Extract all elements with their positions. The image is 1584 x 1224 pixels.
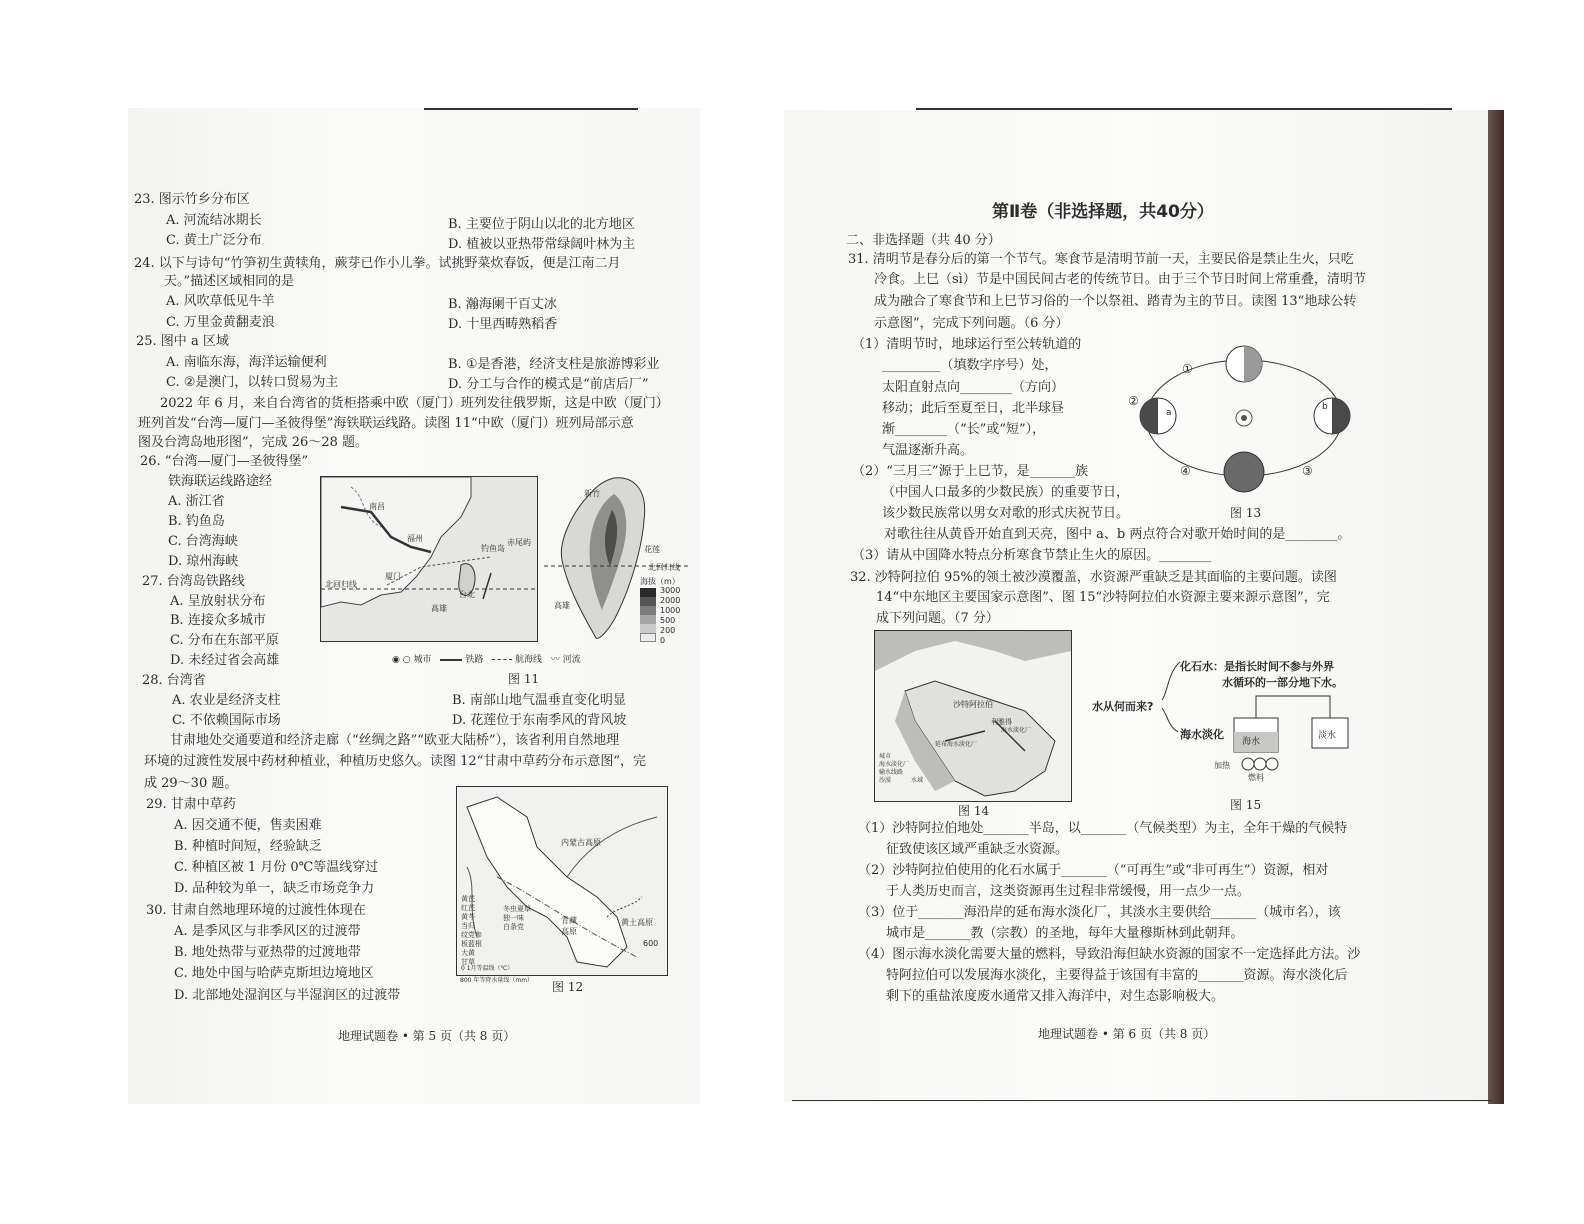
q32-part4: （4）图示海水淡化需要大量的燃料，导致沿海但缺水资源的国家不一定选择此方法。沙 bbox=[858, 947, 1361, 962]
q23-stem: 23. 图示竹乡分布区 bbox=[134, 192, 250, 207]
q31-part2: 对歌往往从黄昏开始直到天亮，图中 a、b 两点符合对歌开始时间的是________。 bbox=[884, 527, 1351, 542]
label-neimeng: 内蒙古高原 bbox=[561, 838, 601, 847]
label-diaoyu: 钓鱼岛 bbox=[481, 544, 505, 553]
river-symbol-icon: 〰 bbox=[550, 655, 560, 665]
q27-option-d: D. 未经过省会高雄 bbox=[170, 653, 280, 668]
elevation-value: 200 bbox=[660, 626, 676, 635]
page-footer: 地理试题卷 • 第 6 页（共 8 页） bbox=[1038, 1027, 1216, 1041]
q31-part2: （2）“三月三”源于上巳节，是_______族 bbox=[852, 464, 1089, 479]
q23-option-d: D. 植被以亚热带常绿阔叶林为主 bbox=[448, 237, 636, 252]
q25-option-b: B. ①是香港，经济支柱是旅游博彩业 bbox=[448, 357, 660, 372]
q28-option-b: B. 南部山地气温垂直变化明显 bbox=[452, 693, 626, 708]
q24-stem-cont: 天。”描述区域相同的是 bbox=[164, 274, 295, 289]
label-xinzhu: 新竹 bbox=[584, 489, 600, 498]
elevation-legend-bar bbox=[640, 588, 656, 642]
legend-item: 红芪 bbox=[461, 904, 475, 912]
point-b: b bbox=[1322, 402, 1328, 412]
q31-part1: _________（填数字序号）处， bbox=[882, 358, 1058, 373]
passage-29: 甘肃地处交通要道和经济走廊（“丝绸之路”“欧亚大陆桥”），该省利用自然地理 bbox=[170, 733, 620, 748]
legend-item: 黄芪 bbox=[461, 895, 475, 903]
q29-option-c: C. 种植区被 1 月份 0℃等温线穿过 bbox=[174, 860, 379, 875]
label-tropic: 北回归线 bbox=[325, 580, 357, 589]
label-huangtu: 黄土高原 bbox=[621, 918, 653, 927]
q31-part1: 气温逐渐升高。 bbox=[882, 443, 974, 458]
passage-26: 2022 年 6 月，来自台湾省的货柜搭乘中欧（厦门）班列发往俄罗斯，这是中欧（厦门） bbox=[160, 396, 669, 411]
figure-11-map bbox=[320, 476, 538, 642]
figure-13-caption: 图 13 bbox=[1230, 506, 1262, 520]
elevation-value: 2000 bbox=[660, 596, 681, 605]
q32-part4: 剩下的重盐浓度废水通常又排入海洋中，对生态影响极大。 bbox=[886, 989, 1225, 1004]
q27-stem: 27. 台湾岛铁路线 bbox=[142, 574, 245, 589]
label-fuzhou: 福州 bbox=[407, 534, 423, 543]
q23-option-b: B. 主要位于阴山以北的北方地区 bbox=[448, 217, 635, 232]
taiwan-terrain-map bbox=[544, 470, 690, 646]
figure-15-diagram bbox=[1092, 652, 1352, 796]
label-gaoxiong-2: 高雄 bbox=[554, 601, 570, 610]
page-edge-shadow bbox=[1488, 110, 1504, 1104]
legend-city: 城市 bbox=[879, 753, 892, 760]
q30-option-b: B. 地处热带与亚热带的过渡地带 bbox=[174, 945, 361, 960]
label-qingzang: 青藏 高原 bbox=[561, 916, 577, 936]
q31-part3: （3）请从中国降水特点分析寒食节禁止生火的原因。________ bbox=[852, 548, 1212, 563]
q30-stem: 30. 甘肃自然地理环境的过渡性体现在 bbox=[146, 903, 366, 918]
label-plant: 海水淡化厂 bbox=[1001, 727, 1032, 734]
legend-item: 甘草 bbox=[461, 958, 475, 966]
q27-option-c: C. 分布在东部平原 bbox=[170, 633, 279, 648]
q31-stem: 示意图”，完成下列问题。（6 分） bbox=[874, 316, 1069, 331]
q24-option-d: D. 十里西畴熟稻香 bbox=[448, 317, 558, 332]
orbit-position-1: ① bbox=[1182, 362, 1193, 376]
legend-item: 独一味 bbox=[503, 914, 524, 922]
q23-option-c: C. 黄土广泛分布 bbox=[166, 233, 262, 248]
heat-label: 加热 bbox=[1214, 761, 1230, 770]
seawater-label: 海水 bbox=[1242, 737, 1261, 747]
label-gaoxiong: 高雄 bbox=[431, 604, 447, 613]
legend-river: 河流 bbox=[562, 655, 581, 665]
legend-pipeline: 输水线路 bbox=[879, 769, 904, 776]
figure-12-map bbox=[456, 786, 668, 976]
sea-route-icon bbox=[492, 659, 512, 660]
passage-29: 成 29～30 题。 bbox=[144, 776, 238, 791]
label-600: 600 bbox=[643, 939, 659, 948]
q29-option-b: B. 种植时间短，经验缺乏 bbox=[174, 839, 322, 854]
label-nanchang: 南昌 bbox=[369, 502, 385, 511]
q32-stem: 14“中东地区主要国家示意图”、图 15“沙特阿拉伯水资源主要来源示意图”，完 bbox=[876, 590, 1330, 605]
q32-stem: 成下列问题。（7 分） bbox=[876, 611, 999, 626]
figure-13-orbit bbox=[1128, 338, 1360, 518]
elevation-legend-title: 海拔（m） bbox=[640, 577, 680, 586]
q23-option-a: A. 河流结冰期长 bbox=[166, 213, 262, 228]
section-title: 第Ⅱ卷（非选择题，共40分） bbox=[992, 202, 1214, 222]
q24-option-c: C. 万里金黄翻麦浪 bbox=[166, 315, 275, 330]
q32-part4: 特阿拉伯可以发展海水淡化，主要得益于该国有丰富的_______资源。海水淡化后 bbox=[886, 968, 1348, 983]
q31-part1: 移动；此后至夏至日，北半球昼 bbox=[882, 401, 1065, 416]
legend-item: 冬虫夏草 bbox=[503, 905, 531, 913]
q28-stem: 28. 台湾省 bbox=[142, 673, 206, 688]
figure-12-caption: 图 12 bbox=[552, 980, 584, 994]
q31-part1: 渐________（“长”或“短”）， bbox=[882, 422, 1046, 437]
q32-part1: （1）沙特阿拉伯地处_______半岛，以_______（气候类型）为主，全年干燥的气候特 bbox=[858, 821, 1348, 836]
legend-item: 板蓝根 bbox=[461, 940, 482, 948]
rail-symbol-icon bbox=[440, 659, 462, 661]
figure-14-map bbox=[874, 630, 1072, 802]
q28-option-a: A. 农业是经济支柱 bbox=[172, 693, 281, 708]
figure-11-legend bbox=[392, 652, 622, 666]
q28-option-d: D. 花莲位于东南季风的背风坡 bbox=[452, 713, 627, 728]
q32-stem: 32. 沙特阿拉伯 95%的领土被沙漠覆盖，水资源严重缺乏是其面临的主要问题。读图 bbox=[850, 570, 1337, 585]
bottom-rule bbox=[792, 1100, 1492, 1101]
q24-stem: 24. 以下与诗句“竹笋初生黄犊角，蕨芽已作小儿拳。试挑野菜炊春饭，便是江南二月 bbox=[134, 256, 621, 271]
desalination-label: 海水淡化 bbox=[1180, 728, 1224, 741]
q31-stem: 成为融合了寒食节和上巳节习俗的一个以祭祖、踏青为主的节日。读图 13“地球公转 bbox=[874, 294, 1357, 309]
label-taibei: 台北 bbox=[459, 590, 475, 599]
section-heading: 二、非选择题（共 40 分） bbox=[846, 233, 1001, 248]
q30-option-c: C. 地处中国与哈萨克斯坦边境地区 bbox=[174, 966, 374, 981]
top-rule bbox=[424, 108, 638, 110]
q28-option-c: C. 不依赖国际市场 bbox=[172, 713, 281, 728]
label-xiamen: 厦门 bbox=[385, 572, 401, 581]
q24-option-b: B. 瀚海阑干百丈冰 bbox=[448, 297, 557, 312]
q26-option-b: B. 钓鱼岛 bbox=[168, 514, 225, 529]
map-fujian bbox=[321, 477, 537, 641]
q27-option-b: B. 连接众多城市 bbox=[170, 613, 266, 628]
q31-part1: （1）清明节时，地球运行至公转轨道的 bbox=[852, 337, 1082, 352]
fossil-water-def: 化石水：是指长时间不参与外界 bbox=[1180, 660, 1334, 673]
q30-option-a: A. 是季风区与非季风区的过渡带 bbox=[174, 924, 361, 939]
point-a: a bbox=[1166, 408, 1172, 418]
q32-part2: （2）沙特阿拉伯使用的化石水属于_______（“可再生”或“非可再生”）资源，相对 bbox=[858, 863, 1329, 878]
q26-stem-cont: 铁海联运线路途经 bbox=[168, 474, 273, 489]
q26-stem: 26. “台湾—厦门—圣彼得堡” bbox=[140, 454, 309, 469]
q29-option-a: A. 因交通不便，售卖困难 bbox=[174, 818, 322, 833]
passage-26: 图及台湾岛地形图”，完成 26～28 题。 bbox=[138, 435, 368, 450]
q25-option-d: D. 分工与合作的模式是“前店后厂” bbox=[448, 377, 649, 392]
legend-isohyet: 800 年等降水量线（mm） bbox=[460, 977, 534, 984]
legend-item: 纹党参 bbox=[461, 931, 482, 939]
orbit-position-4: ④ bbox=[1180, 464, 1191, 478]
q25-option-c: C. ②是澳门，以转口贸易为主 bbox=[166, 375, 339, 390]
q31-part2: （中国人口最多的少数民族）的重要节日， bbox=[882, 485, 1130, 500]
fuel-label: 燃料 bbox=[1248, 773, 1264, 782]
q31-part2: 该少数民族常以男女对歌的形式庆祝节日。 bbox=[882, 506, 1130, 521]
figure-12-line-legend bbox=[461, 965, 513, 973]
label-yanbu: 延布海水淡化厂 bbox=[935, 741, 978, 748]
legend-item: 黄芩 bbox=[461, 913, 475, 921]
q29-option-d: D. 品种较为单一，缺乏市场竞争力 bbox=[174, 881, 375, 896]
legend-rail: 铁路 bbox=[465, 655, 484, 665]
elevation-value: 500 bbox=[660, 616, 676, 625]
q30-option-d: D. 北部地处湿润区与半湿润区的过渡带 bbox=[174, 988, 401, 1003]
water-question: 水从何而来? bbox=[1092, 700, 1154, 713]
q29-stem: 29. 甘肃中草药 bbox=[146, 797, 236, 812]
passage-29: 环境的过渡性发展中药材种植业，种植历史悠久。读图 12“甘肃中草药分布示意图”，完 bbox=[144, 754, 646, 769]
city-symbol-icon: ◉ ○ bbox=[392, 655, 411, 665]
q26-option-d: D. 琼州海峡 bbox=[168, 554, 239, 569]
label-riyadh: 利雅得 bbox=[991, 718, 1012, 726]
freshwater-label: 淡水 bbox=[1318, 731, 1337, 741]
figure-14-caption: 图 14 bbox=[958, 804, 990, 818]
figure-14-legend bbox=[879, 753, 923, 785]
q32-part1: 征致使该区域严重缺乏水资源。 bbox=[886, 842, 1069, 857]
q32-part3: 城市是_______教（宗教）的圣地，每年大量穆斯林到此朝拜。 bbox=[886, 926, 1244, 941]
legend-item: 白条党 bbox=[503, 923, 524, 931]
elevation-value: 1000 bbox=[660, 606, 681, 615]
q31-stem: 冷食。上巳（sì）节是中国民间古老的传统节日。由于三个节日时间上常重叠，清明节 bbox=[874, 272, 1366, 287]
q26-option-a: A. 浙江省 bbox=[168, 494, 225, 509]
q25-stem: 25. 图中 a 区域 bbox=[136, 334, 229, 349]
q31-part1: 太阳直射点向________（方向） bbox=[882, 380, 1065, 395]
figure-12-legend-col2 bbox=[503, 905, 531, 932]
figure-11-caption: 图 11 bbox=[508, 672, 540, 686]
top-rule bbox=[916, 108, 1452, 110]
label-hualian: 花莲 bbox=[644, 545, 660, 554]
elevation-value: 0 bbox=[660, 636, 666, 645]
figure-15-caption: 图 15 bbox=[1230, 798, 1262, 812]
label-chiwei: 赤尾屿 bbox=[507, 538, 531, 547]
legend-item: 当归 bbox=[461, 922, 475, 930]
q32-part3: （3）位于_______海沿岸的延布海水淡化厂，其淡水主要供给_______（城市名），该 bbox=[858, 905, 1341, 920]
legend-water: 水域 bbox=[910, 777, 923, 784]
legend-plant: 海水淡化厂 bbox=[879, 761, 910, 768]
legend-item: 大黄 bbox=[461, 949, 475, 957]
q25-option-a: A. 南临东海，海洋运输便利 bbox=[166, 355, 327, 370]
q32-part2: 于人类历史而言，这类资源再生过程非常缓慢，用一点少一点。 bbox=[886, 884, 1251, 899]
elevation-value: 3000 bbox=[660, 586, 681, 595]
q26-option-c: C. 台湾海峡 bbox=[168, 534, 238, 549]
passage-26: 班列首发“台湾—厦门—圣彼得堡”海铁联运线路。读图 11“中欧（厦门）班列局部示意 bbox=[138, 416, 634, 431]
legend-desert: 沙漠 bbox=[879, 777, 892, 784]
legend-sea: 航海线 bbox=[514, 655, 542, 665]
legend-city: 城市 bbox=[413, 655, 432, 665]
q24-option-a: A. 风吹草低见牛羊 bbox=[166, 294, 275, 309]
q31-stem: 31. 清明节是春分后的第一个节气。寒食节是清明节前一天，主要民俗是禁止生火，只吃 bbox=[848, 252, 1354, 267]
label-saudi: 沙特阿拉伯 bbox=[953, 700, 993, 709]
orbit-diagram bbox=[1128, 338, 1360, 508]
fossil-water-def: 水循环的一部分地下水。 bbox=[1222, 676, 1343, 689]
orbit-position-2: ② bbox=[1128, 394, 1139, 408]
legend-isotherm: 0 1月等温线（℃） bbox=[461, 965, 514, 972]
page-footer: 地理试题卷 • 第 5 页（共 8 页） bbox=[338, 1029, 516, 1043]
orbit-position-3: ③ bbox=[1302, 464, 1313, 478]
q27-option-a: A. 呈放射状分布 bbox=[170, 594, 266, 609]
label-tropic-2: 北回归线 bbox=[648, 563, 680, 572]
